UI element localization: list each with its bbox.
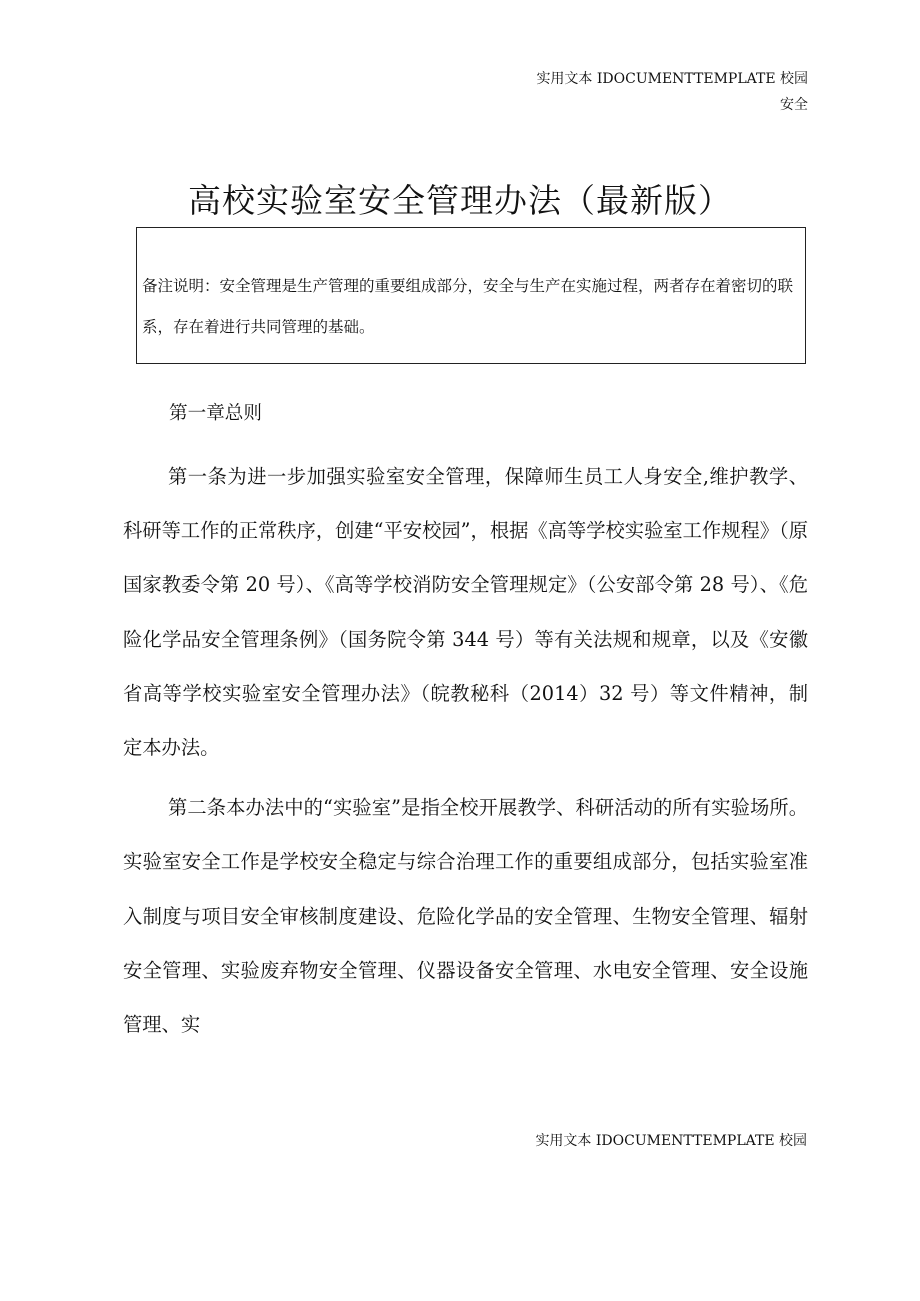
- article-paragraph-2: 第二条本办法中的“实验室”是指全校开展教学、科研活动的所有实验场所。实验室安全工作是学校安全稳定与综合治理工作的重要组成部分，包括实验室准入制度与项目安全审核制度建设、危险化学品的安全管理、生物安全管理、辐射安全管理、实验废弃物安全管理、仪器设备安全管理、水电安全管理、安全设施管理、实: [123, 796, 808, 1037]
- page-header: [508, 66, 808, 118]
- article-paragraph-1: 第一条为进一步加强实验室安全管理，保障师生员工人身安全,维护教学、科研等工作的正常秩序，创建“平安校园”，根据《高等学校实验室工作规程》（原国家教委令第 20 号）、《高等学校消防安全管理规定》（公安部令第 28 号）、《危险化学品安全管理条例》（国务院令第 344 号）等有关法规和规章，以及《安徽省高等学校实验室安全管理办法》（皖教秘科（2014）32 号）等文件精神，制定本办法。: [123, 465, 808, 760]
- header-line-2: 安全: [780, 97, 808, 113]
- document-body: [123, 393, 808, 1058]
- chapter-heading: 第一章总则: [169, 403, 262, 424]
- note-box: [136, 227, 806, 364]
- document-title: 高校实验室安全管理办法（最新版）: [188, 181, 732, 220]
- note-text: 备注说明：安全管理是生产管理的重要组成部分，安全与生产在实施过程，两者存在着密切的联系，存在着进行共同管理的基础。: [142, 277, 794, 336]
- page-footer: 实用文本 IDOCUMENTTEMPLATE 校园: [535, 1133, 807, 1149]
- header-line-1: 实用文本 IDOCUMENTTEMPLATE 校园: [536, 71, 808, 87]
